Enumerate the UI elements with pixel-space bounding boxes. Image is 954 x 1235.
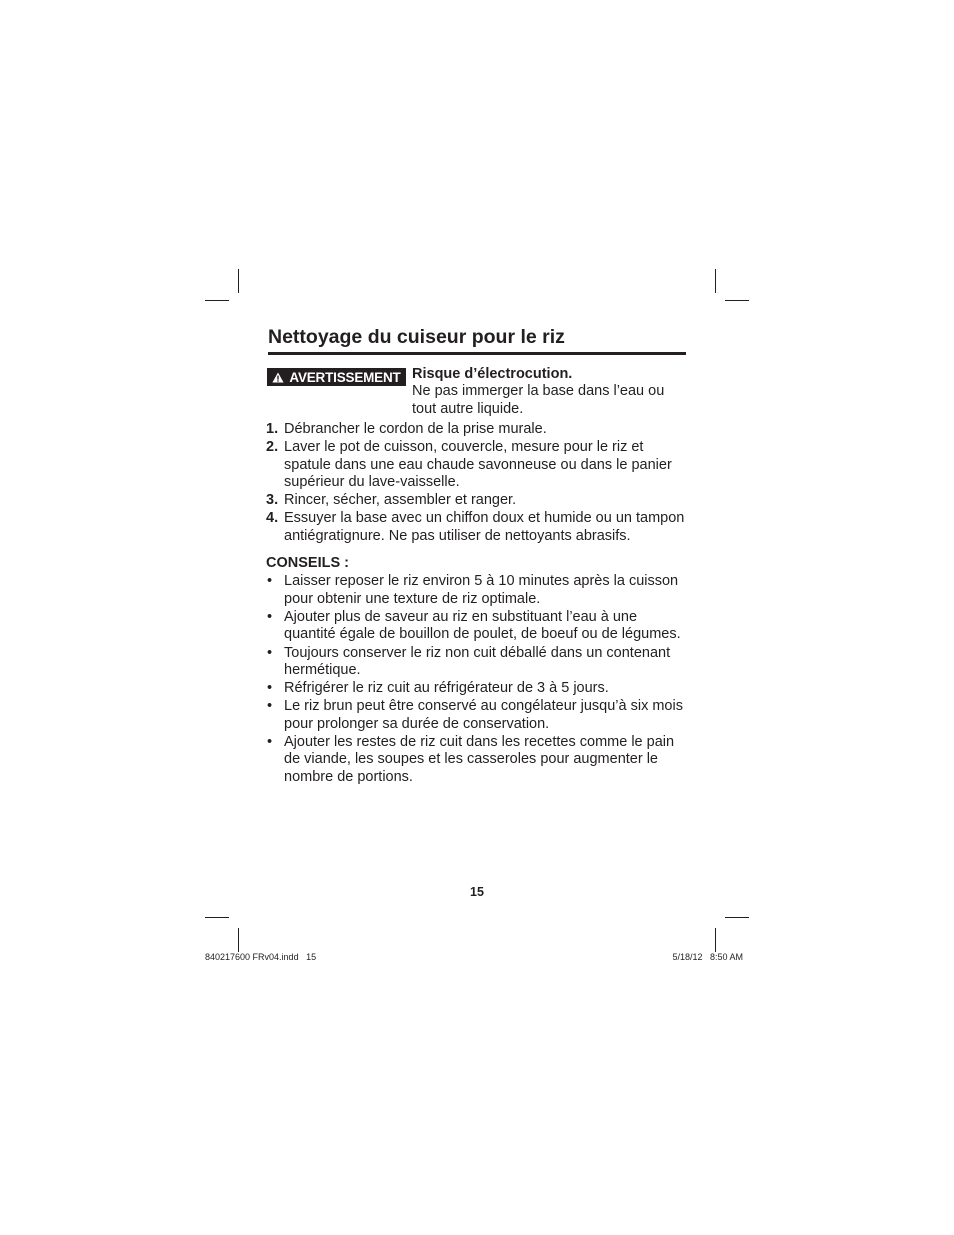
crop-mark-top-left-vertical [238,269,239,293]
warning-badge-label: AVERTISSEMENT [289,369,401,385]
bullet-icon: • [267,644,273,661]
step-item [266,492,686,509]
bullet-icon: • [267,680,273,697]
cleaning-steps [266,421,686,545]
step-number: 4. [266,510,279,527]
tip-text: Ajouter les restes de riz cuit dans les recettes comme le pain de viande, les soupes et les casseroles pour augmenter le nombre de portions. [284,734,675,785]
warning-body: Ne pas immerger la base dans l’eau ou tout autre liquide. [412,383,665,417]
tip-item [266,645,686,680]
crop-mark-bottom-right-vertical [715,928,716,952]
page-title: Nettoyage du cuiseur pour le riz [268,326,565,348]
step-text: Essuyer la base avec un chiffon doux et humide ou un tampon antiégratignure. Ne pas utiliser de nettoyants abrasifs. [284,510,685,544]
tips-list [266,573,686,786]
crop-mark-bottom-right-horizontal [725,917,749,918]
tip-item [266,609,686,644]
step-text: Rincer, sécher, assembler et ranger. [284,492,517,509]
crop-mark-top-right-vertical [715,269,716,293]
warning-badge [267,368,406,386]
crop-mark-bottom-left-horizontal [205,917,229,918]
step-number: 3. [266,492,279,509]
warning-text [412,366,692,418]
tip-item [266,698,686,733]
slug-file-name: 840217600 FRv04.indd 15 [205,952,317,962]
step-item [266,510,686,545]
tip-item [266,573,686,608]
title-underline [268,352,686,355]
tip-text: Laisser reposer le riz environ 5 à 10 minutes après la cuisson pour obtenir une texture de riz optimale. [284,573,679,607]
warning-heading: Risque d’électrocution. [412,366,573,382]
page-number: 15 [470,885,484,899]
crop-mark-top-left-horizontal [205,300,229,301]
tip-item [266,734,686,786]
tip-text: Le riz brun peut être conservé au congélateur jusqu’à six mois pour prolonger sa durée de conservation. [284,698,683,732]
step-item [266,439,686,491]
tips-heading: CONSEILS : [266,555,349,572]
warning-triangle-icon [272,372,284,383]
tip-text: Réfrigérer le riz cuit au réfrigérateur de 3 à 5 jours. [284,680,609,697]
bullet-icon: • [267,734,273,751]
bullet-icon: • [267,573,273,590]
bullet-icon: • [267,698,273,715]
step-text: Laver le pot de cuisson, couvercle, mesure pour le riz et spatule dans une eau chaude savonneuse ou dans le panier supérieur du lave-vaisselle. [284,439,672,490]
tip-text: Ajouter plus de saveur au riz en substituant l’eau à une quantité égale de bouillon de poulet, de boeuf ou de légumes. [284,608,681,643]
bullet-icon: • [267,608,273,625]
instructions [266,421,686,787]
crop-mark-bottom-left-vertical [238,928,239,952]
step-text: Débrancher le cordon de la prise murale. [284,421,547,437]
slug-timestamp: 5/18/12 8:50 AM [672,952,743,962]
tip-text: Toujours conserver le riz non cuit déballé dans un contenant hermétique. [284,644,671,678]
tip-item [266,680,686,697]
step-item [266,421,686,438]
crop-mark-top-right-horizontal [725,300,749,301]
step-number: 2. [266,439,279,456]
step-number: 1. [266,421,279,437]
